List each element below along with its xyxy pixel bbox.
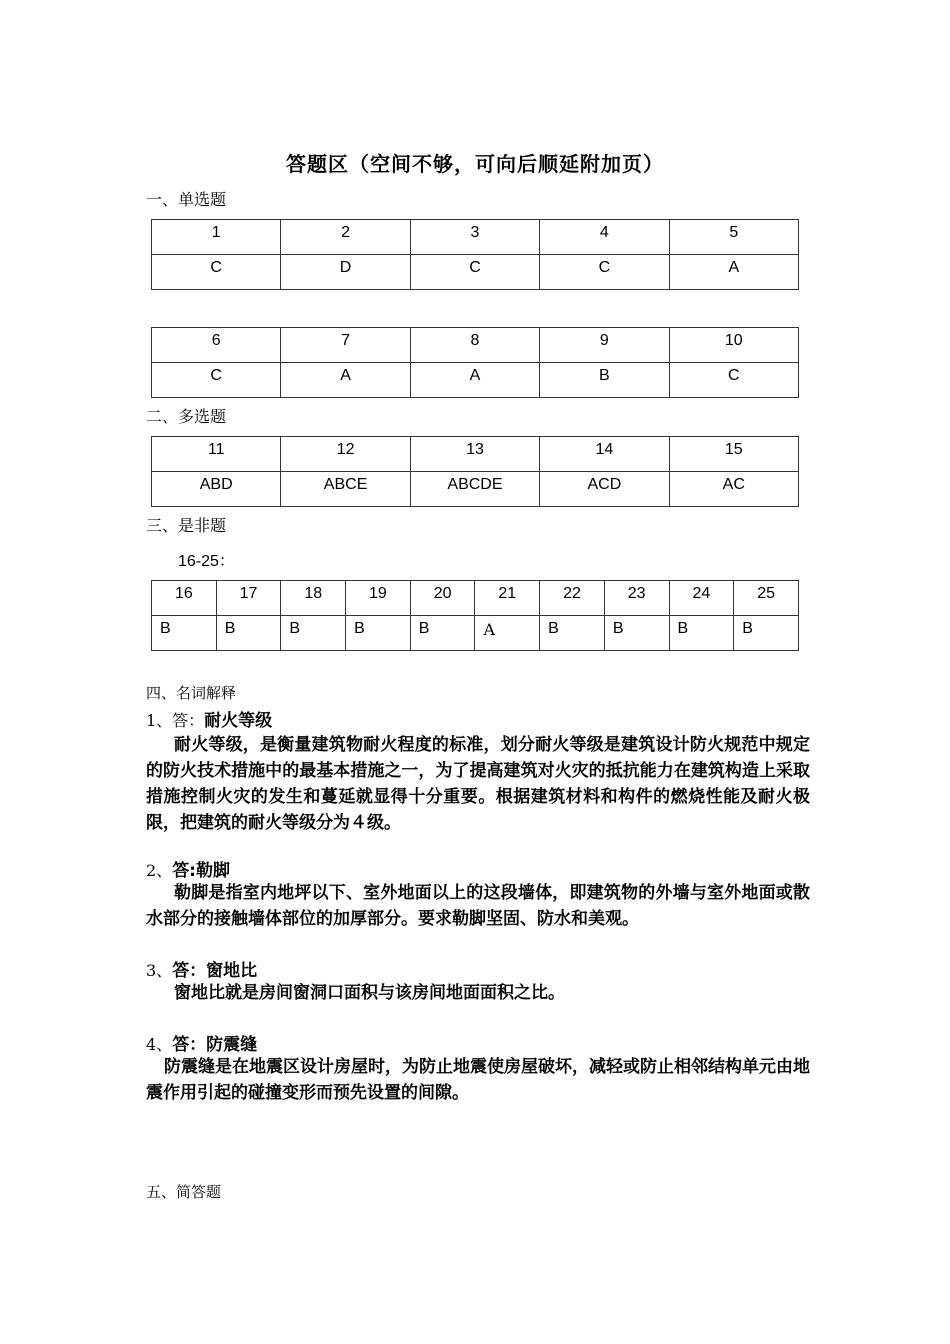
table-row-numbers (152, 581, 799, 616)
answer-cell: AC (669, 472, 798, 507)
question-number: 14 (540, 437, 669, 472)
page-title: 答题区（空间不够，可向后顺延附加页） (286, 152, 664, 176)
answer-cell: B (669, 616, 734, 651)
term-number: 3、 (146, 961, 173, 980)
question-number: 12 (281, 437, 410, 472)
table-row-numbers (152, 328, 799, 363)
answer-cell: C (669, 363, 798, 398)
answer-cell: B (604, 616, 669, 651)
section-heading-single-choice: 一、单选题 (146, 190, 227, 209)
question-number: 6 (152, 328, 281, 363)
question-number: 7 (281, 328, 410, 363)
section-heading-multiple-choice: 二、多选题 (146, 407, 227, 426)
question-number: 3 (410, 220, 539, 255)
multiple-choice-table (151, 436, 799, 507)
answer-cell: C (152, 255, 281, 290)
question-number: 17 (216, 581, 281, 616)
term-heading-2 (146, 856, 230, 881)
term-definition-1: 耐火等级，是衡量建筑物耐火程度的标准，划分耐火等级是建筑设计防火规范中规定的防火技术措施中的最基本措施之一，为了提高建筑对火灾的抵抗能力在建筑构造上采取措施控制火灾的发生和蔓延就显得十分重要。根据建筑材料和构件的燃烧性能及耐火极限，把建筑的耐火等级分为４级。 (146, 735, 810, 833)
answer-cell: ABCE (281, 472, 410, 507)
answer-cell: C (410, 255, 539, 290)
question-number: 9 (540, 328, 669, 363)
answer-cell: B (152, 616, 217, 651)
answer-cell: ABD (152, 472, 281, 507)
question-number: 8 (410, 328, 539, 363)
question-number: 23 (604, 581, 669, 616)
question-number: 13 (410, 437, 539, 472)
table-row-numbers (152, 220, 799, 255)
answer-cell: A (410, 363, 539, 398)
question-number: 15 (669, 437, 798, 472)
answer-cell: B (216, 616, 281, 651)
question-number: 19 (346, 581, 411, 616)
answer-cell: B (734, 616, 799, 651)
question-number: 21 (475, 581, 540, 616)
answer-cell: B (410, 616, 475, 651)
term-heading-3 (146, 956, 257, 981)
section-heading-true-false: 三、是非题 (146, 516, 227, 535)
term-number: 4、 (146, 1035, 173, 1054)
term-title: 答：防震缝 (172, 1035, 258, 1055)
term-definition-3: 窗地比就是房间窗洞口面积与该房间地面面积之比。 (174, 983, 565, 1003)
answer-cell: B (281, 616, 346, 651)
term-title: 答:勒脚 (172, 861, 230, 881)
question-number: 25 (734, 581, 799, 616)
question-number: 4 (540, 220, 669, 255)
term-definition-2: 勒脚是指室内地坪以下、室外地面以上的这段墙体，即建筑物的外墙与室外地面或散水部分的接触墙体部位的加厚部分。要求勒脚坚固、防水和美观。 (146, 883, 810, 929)
term-heading-1 (146, 706, 272, 731)
question-number: 18 (281, 581, 346, 616)
answer-cell: A (281, 363, 410, 398)
table-row-answers (152, 255, 799, 290)
answer-cell: D (281, 255, 410, 290)
answer-cell: B (540, 616, 605, 651)
term-number: 2、 (146, 861, 173, 880)
answer-cell: B (540, 363, 669, 398)
table-row-answers (152, 472, 799, 507)
range-label: 16-25： (178, 553, 235, 570)
table-row-answers (152, 363, 799, 398)
answer-cell: ACD (540, 472, 669, 507)
term-title: 答：窗地比 (172, 961, 258, 981)
single-choice-table-1 (151, 219, 799, 290)
question-number: 24 (669, 581, 734, 616)
single-choice-table-2 (151, 327, 799, 398)
question-number: 2 (281, 220, 410, 255)
answer-cell: ABCDE (410, 472, 539, 507)
table-row-numbers (152, 437, 799, 472)
answer-cell: C (540, 255, 669, 290)
question-number: 1 (152, 220, 281, 255)
question-number: 16 (152, 581, 217, 616)
true-false-table (151, 580, 799, 651)
term-definition-4: 防震缝是在地震区设计房屋时，为防止地震使房屋破坏，减轻或防止相邻结构单元由地震作用引起的碰撞变形而预先设置的间隙。 (146, 1057, 810, 1103)
question-number: 20 (410, 581, 475, 616)
question-number: 5 (669, 220, 798, 255)
answer-cell: A (669, 255, 798, 290)
question-number: 22 (540, 581, 605, 616)
section-heading-short-answer: 五、简答题 (146, 1183, 222, 1201)
term-number: 1、答： (146, 711, 205, 730)
answer-cell: A (475, 616, 540, 651)
answer-cell: B (346, 616, 411, 651)
section-heading-terms: 四、名词解释 (146, 684, 237, 702)
term-heading-4 (146, 1030, 257, 1055)
question-number: 11 (152, 437, 281, 472)
answer-cell: C (152, 363, 281, 398)
term-title: 耐火等级 (204, 711, 273, 731)
table-row-answers (152, 616, 799, 651)
question-number: 10 (669, 328, 798, 363)
